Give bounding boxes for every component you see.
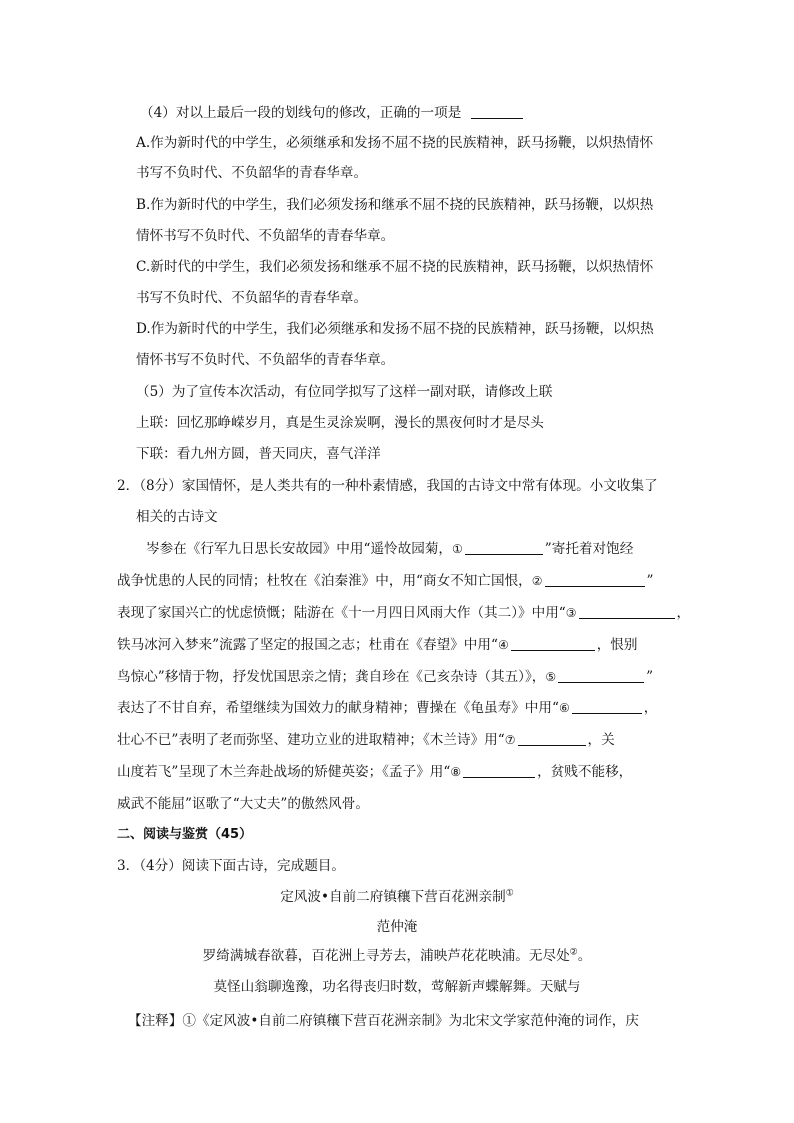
poem-line1: 罗绮满城春欲暮，百花洲上寻芳去，浦映芦花花映浦。无尽处②。 (202, 947, 592, 964)
poem-line2: 莫怪山翁聊逸豫，功名得丧归时数，莺解新声蝶解舞。天赋与 (213, 979, 581, 995)
option-d-line2: 情怀书写不负时代、不负韶华的青春华章。 (136, 352, 395, 368)
q2-line4: 铁马冰河入梦来”流露了坚定的报国之志；杜甫在《春望》中用“④ ，恨别 (117, 637, 638, 653)
blank-6[interactable] (572, 700, 642, 714)
q2-line9: 威武不能屈”讴歌了“大丈夫”的傲然风骨。 (117, 796, 369, 812)
blank-7[interactable] (518, 732, 586, 746)
option-b-line2: 情怀书写不负时代、不负韶华的青春华章。 (136, 228, 395, 244)
q2-line1: 岑参在《行军九日思长安故园》中用“遥怜故园菊，① ”寄托着对饱经 (146, 541, 634, 557)
option-c-line1: C.新时代的中学生，我们必须发扬和继承不屈不挠的民族精神，跃马扬鞭，以炽热情怀 (136, 259, 654, 275)
blank-number-5: ⑤ (545, 670, 557, 684)
blank-2[interactable] (545, 573, 645, 587)
blank-number-8: ⑧ (450, 765, 462, 779)
option-c-line2: 书写不负时代、不负韶华的青春华章。 (136, 290, 368, 306)
section-heading: 二、阅读与鉴赏（45） (117, 827, 253, 842)
blank-8[interactable] (463, 764, 535, 778)
blank-1[interactable] (465, 541, 543, 555)
q2-stem-line2: 相关的古诗文 (136, 509, 218, 525)
blank-number-7: ⑦ (504, 733, 516, 747)
blank-number-2: ② (531, 574, 543, 588)
q3-stem: 3．（4分）阅读下面古诗，完成题目。 (117, 858, 345, 874)
q2-line3: 表现了家国兴亡的忧虑愤慨；陆游在《十一月四日风雨大作（其二）》中用“③ ， (117, 605, 691, 621)
q5-stem: （5）为了宣传本次活动，有位同学拟写了这样一副对联，请修改上联 (136, 384, 553, 400)
blank-number-3: ③ (565, 606, 577, 620)
annotation: 【注释】①《定风波•自前二府镇穰下营百花洲亲制》为北宋文学家范仲淹的词作，庆 (128, 1013, 639, 1029)
q2-line8: 山度若飞”呈现了木兰奔赴战场的矫健英姿；《孟子》用“⑧ ，贫贱不能移， (117, 764, 633, 780)
q4-stem: （4）对以上最后一段的划线句的修改，正确的一项是 (140, 104, 525, 122)
q2-line5: 鸟惊心”移情于物，抒发忧国思亲之情；龚自珍在《己亥杂诗（其五）》，⑤ ” (117, 669, 654, 685)
answer-blank[interactable] (471, 105, 523, 119)
q2-line6: 表达了不甘自弃，希望继续为国效力的献身精神；曹操在《龟虽寿》中用“⑥ ， (117, 700, 658, 716)
q2-line2: 战争忧患的人民的同情；杜牧在《泊秦淮》中，用“商女不知亡国恨，② ” (117, 573, 654, 589)
q2-line7: 壮心不已”表明了老而弥坚、建功立业的进取精神；《木兰诗》用“⑦ ，关 (117, 732, 615, 748)
option-a-line1: A.作为新时代的中学生，必须继承和发扬不屈不挠的民族精神，跃马扬鞭，以炽热情怀 (136, 135, 654, 151)
note-marker-1: ① (505, 888, 514, 899)
q2-stem-line1: 2．（8分）家国情怀，是人类共有的一种朴素情感，我国的古诗文中常有体现。小文收集了 (117, 478, 658, 494)
option-d-line1: D.作为新时代的中学生，我们必须继承和发扬不屈不挠的民族精神，跃马扬鞭，以炽热 (136, 321, 654, 337)
blank-4[interactable] (511, 637, 595, 651)
poem-title: 定风波•自前二府镇穰下营百花洲亲制① (280, 888, 514, 905)
couplet-upper: 上联：回忆那峥嵘岁月，真是生灵涂炭啊，漫长的黑夜何时才是尽头 (136, 415, 544, 431)
blank-number-6: ⑥ (558, 701, 570, 715)
poem-author: 范仲淹 (376, 919, 418, 935)
blank-number-1: ① (452, 542, 463, 556)
couplet-lower: 下联：看九州方圆，普天同庆，喜气洋洋 (136, 446, 381, 462)
option-a-line2: 书写不负时代、不负韶华的青春华章。 (136, 165, 368, 181)
blank-3[interactable] (579, 605, 675, 619)
blank-5[interactable] (558, 669, 644, 683)
option-b-line1: B.作为新时代的中学生，我们必须发扬和继承不屈不挠的民族精神，跃马扬鞭，以炽热 (136, 197, 654, 213)
blank-number-4: ④ (497, 638, 509, 652)
note-marker-2: ② (569, 947, 578, 958)
